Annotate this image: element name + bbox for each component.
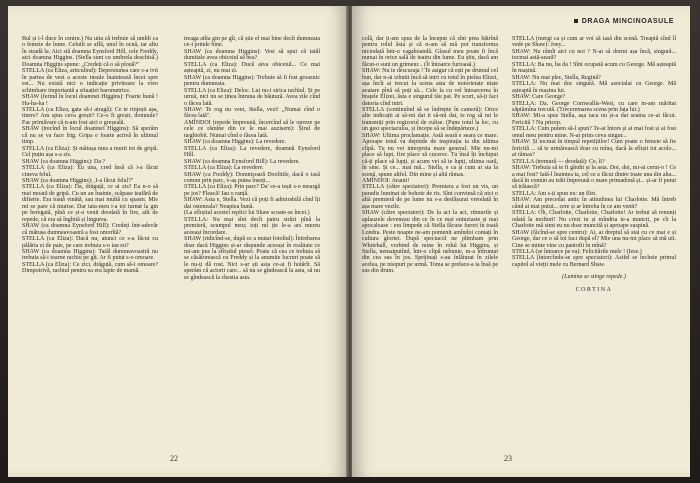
paragraph: STELLA (ca Eliza): Ce zici, drăguță, cum să-i omoare? Dimpotrivă, rachiul pentru ea era lapte de mamă.	[22, 261, 158, 275]
paragraph: SHAW (ca doamna Higgins): Da ?	[22, 158, 106, 165]
paragraph: SHAW (ca doamna Higgins): Vesi să spui că tatăl dumitale avea obiceiul să bea?	[184, 48, 320, 62]
curtain-label: CORTINA	[575, 286, 613, 293]
paragraph: SHAW: Mi-a spus Stella, așa iaca nu și-a dat seama ce-ai făcut. Fericită ? Nu pricep.	[512, 113, 676, 126]
paragraph: STELLA: Da. George Cornwallis-West, cu care m-am măritat săptămîna trecută. (Treceremarea scena prin fața lui.)	[512, 100, 676, 113]
paragraph: STELLA: Oh, Charlotte, Charlotte, Charlotte! Ar trebui să renunți odată la mofturi! Nu crezi tu și mîndria te-a muncit, pe cît la Charlotte mă simt eu nu doar muncită și aproape suspină.	[512, 210, 676, 230]
paragraph: Bul și i-l duce în centru.) Nu uita că trebuie să umbli ca o femeie de lume. Celuilt se află, unul în ocnă, iar altu în stradă la. Aici stă doamna Eynsford Hill, cele Freddy, aici doamna Higgins. (Stella sunt cu umbrela deschisă.) Doamna Higgins spune: „Credeți că o să plouă?"	[22, 36, 158, 68]
paragraph: SHAW (ca doamna Higgins): Tatăl dumneavoastră nu trebuia să-i toarne rachiu pe gît. Ar fi putut s-o omoare.	[22, 248, 158, 262]
paragraph: SHAW (ferind în locul doamnei Higgins): Foarte bună ! Ha-ha-ha !	[22, 94, 158, 107]
running-header	[574, 18, 674, 25]
paragraph: STELLA (întorcîndu-se spre spectatori): Astfel se încheie primul capitol al vieții mele cu Bernard Shaw.	[512, 255, 676, 268]
right-page-number: 23	[504, 454, 512, 463]
paragraph: STELLA (continuînd să se îndrepte în cameră): Orice alte indicații ai să-mi dai ti să-mi dai, te rog să mi le transmiți prin regizorul de culise. (Pune totul la loc, cu un gest spectaculos, și începe să se îndepărteze.)	[362, 106, 498, 133]
left-page	[8, 6, 348, 477]
paragraph: SHAW: Nu mai plec, Stella, Regină?	[512, 74, 601, 81]
paragraph: STELLA (ca Eliza): Ducă aiva obiceiul... Ce mai așteaptă, zi, nu mai zi.	[184, 61, 320, 75]
paragraph: treaga atîta gin pe gît, că știe el mai bine decît dumneata ce-i prinde bine.	[184, 36, 320, 49]
paragraph: STELLA: Nu mai doc singură. Mă asocialat cu George. Mă așteaptă în mașina lui.	[512, 81, 676, 94]
paragraph: SHAW (făcînd-se spre centru): Ai, ai dreptul să stai cu ce mai e și George, dar ce o să tot faci după el? Mie una nu-mi place să mă uit. Cine se minte vine cu pantofii în mînă?	[512, 229, 676, 249]
paragraph: SHAW: Ultima proclamație. Astă seară e seara ce mare. Aproape totul va depinde de inspirația ta din ultima clipă. Tu nu vei interpreta mare general. Mie nu-mi place să lupt, fire place să cucerec. Tu însă îți închipui că-ți place să lupți, și acum vei să te lupți, ultima oară, în sine. Și ce... mai mă... Stella, e ca și cum ai sta la scenă, spune altfel. Din mine și altă rămas.	[362, 132, 498, 178]
paragraph: SHAW (ca doamna Higgins): Trebuie să fi fost groaznic pentru dumneata.	[184, 74, 320, 88]
paragraph: STELLA (ca Eliza): Și mătușa mea a murit tot de gripă. Cel puțin așa s-a zis.	[22, 145, 158, 159]
paragraph: SHAW (ca doamna Higgins): ,I-a făcut felul?"	[22, 177, 134, 184]
column-3	[362, 36, 498, 275]
paragraph: SHAW: Te rog nu veni, Stella, vezi! „Numai cînd o făcea lată".	[184, 106, 320, 120]
running-title: DRAGA MINCINOASULE	[581, 18, 674, 25]
paragraph: STELLA (ca Eliza): Da, drăguță, ce ai zis? Ea n-o să mai moară de gripă. Cu un an înainte, scăpase teafără de difterie. Era toată vinătă, sau mai multă cu spasm. Mie mi se pare că murise. Dar tata-meu i-a tot turnat la gin pe beregată, pînă ce și-a venit deodată în fire, atît de repede, că era să înghită și lingurea.	[22, 184, 158, 223]
bullet-icon	[574, 19, 578, 23]
paragraph: SHAW: Care George?	[512, 94, 566, 101]
paragraph: STELLA (ca Eliza): Deloc. Lui nu-i strica rachiul. Și pe urmă, nici nu se ținea întruna de băutură. Avea zile cînd o făcea lată.	[184, 87, 320, 107]
paragraph: SHAW: Nu te descuraja ! Te asigur că ești pe drumul cel bun, dar n-ai izbutit încă să intri cu totul în pielea Elizei, așa încît ai trecut la scena asta de notorietate niște avatare pînă să poți să... Cele la cu vel întoarcerea în brațele Elizei, ăsta e singurul tău pat. Pe scurt, să-ți faci datoria cînd intri.	[362, 68, 498, 107]
paragraph: STELLA (către spectatori): Premiera a fost un vis, un paradis luminat de bohote de ris. Sînt convinsă că nici o altă premieră de pe lume nu s-a desfășurat vreodată în așa mare vezile.	[362, 184, 498, 210]
paragraph: STELLA (ca Eliza, gata să-i atragă): Ce te rinjești așa, tinere? Am spus ceva greșit? Ce-o fi greșit, domnule? Fac primăvare că n-am fost aici o greșeală.	[22, 106, 158, 126]
paragraph: SHAW: Trebuia să te fi gîndit și la asta. Doi, doi, mi-ai cerut-o ! Ce a mai fost? Iată-l înaintea ta, cel ce a făcut dintre toate una din alta... dacă în comun au trăit împreună o mare primadonă și... și-ar fi putut să trăiască?	[512, 165, 676, 191]
stage-direction: (Lumina se stinge repede.)	[562, 274, 626, 281]
paragraph: colă, dar ți-am spus de la început că sînt prea bătrînă pentru rolul ăsta și că n-am să mă pot transforma niciodată într-o vagaboandă. Glasul meu poate fi încă numai în orice sală de teatru din lume. Eu știu, dacă am făcut-o sunt un grimeur... (Îi întoarce furioasă.)	[362, 36, 498, 68]
paragraph: STELLA (tremură — deodată): Ce, îi?	[512, 158, 605, 165]
column-4	[512, 36, 676, 293]
column-1	[22, 36, 158, 275]
paragraph: SHAW (ca doamna Higgins): La revedere.	[184, 139, 287, 146]
paragraph: SHAW (trecînd în locul doamnei Higgins): Să sperăm că nu se va face frig. Gripa e foarte activă în ultimul timp.	[22, 126, 158, 146]
paragraph: STELLA: Am s-ți spun eu: un flirt.	[512, 190, 597, 197]
paragraph: SHAW: Și tocmai în timpul repetițiilor! Cum poate o femeie să fie fericită ... să te urmărească doar cu mîna, dacă la sfîrșit tot acolo... ai rămas?	[512, 139, 676, 159]
paragraph: STELLA (ca Eliza): Dacă nu, atunci ce s-a făcut cu pălăria ei de paie, pe care trebuia s-o iau eu?	[22, 236, 158, 249]
paragraph: STELLA: Nu mai sînt decît patru străzi pînă la premieră, scumpul meu; toți mi ție le-a ars mereu aceeași încordare.	[184, 216, 320, 236]
paragraph: STELLA: Ba nu, ba da ! Sînt ocupată acum cu George. Mă așteaptă în mașină.	[512, 61, 676, 75]
column-2	[184, 36, 320, 281]
paragraph: SHAW: Asta e, Stella. Vezi că poți fi admirabilă cînd îți dai osteneala? Noaptea bună.	[184, 197, 320, 210]
paragraph: STELLA (ca Eliza): La revedere.	[184, 165, 264, 172]
paragraph: AMÎNDOI: Avanti!	[362, 177, 410, 184]
paragraph: SHAW (ca doamna Eynsford Hill): Credeți într-adevăr că mătușa dumneavoastră a fost omorîtă?	[22, 223, 158, 236]
paragraph: SHAW (ca Freddy): Domnișoară Doolittle, dacă o iasă comun prin parc, v-aș putea însoți...	[184, 171, 320, 184]
paragraph: SHAW (ridicînd-se, după ce a mutat fotoliul): Întrebarea doar dacă Higgins și-ar răspunde aceeași în realitate ce mi-am pus la sfîrșitul piesei. Poate că cea ce trebuia să se căsătorească cu Freddy și la anumite lucruri poate să le nu-ți dă rost. Nici s-ar ști asta ce-ai fi hotărît. Să sperăm că actorii care... să nu se gîndească la asta, să nu se gîndească la chestia asta.	[184, 236, 320, 281]
paragraph: STELLA (ca Eliza): La revedere, doamnă Eynsford Hill.	[184, 145, 320, 159]
paragraph: STELLA (ca Eliza, articulind): Depresiunea care s-a ivit în partea de vest a aceste insule înaintează încet spre est... Nu există nici o indicație privitoare la vreo schimbare importantă a situației barometrice.	[22, 68, 158, 94]
paragraph: STELLA (ca Eliza): Prin parc? Da' ce-a ieșit s-o meargă pe jos? Fleacă! Iau o ranță.	[184, 184, 320, 197]
paragraph: AMÎNDOI (repede împreună, încercînd să le opreze pe cele ce rămîne din ce le mai auzisem): Șirul de neghiobii. Numai cînd o făcea lată.	[184, 119, 320, 139]
paragraph: STELLA: Cum putem să-l spun? Te-ai întors și ai mai fost și ai fost omul meu pentru mine. N-ai prins ceva singur...	[512, 126, 676, 139]
paragraph: SHAW (către spectatori): De la act la act, ritmurile și aplauzele deveneau din ce în ce mai entuziaste și mai apocaloase : era limpede că Stella făcuse furori în toată Londra. Peste noapte ne-am pomenit amîndoi contați în cultura gloriei. După spectacol ne plimbam prin Whitehall, vorbind de mine în rolul lui Higgins, și Stella, nemaiputînd, într-o clipă nebunie, m-a înfruntat din cea sus în jos. Sprijinați s-au înlăturat în zilele acelea, pe nisipuri pe urmă. Toma se preface-a ia însă pe sus din drum.	[362, 210, 498, 275]
paragraph: SHAW: Nu rămîi aici cu noi ? N-ai să dormi așa încă, singură... tocmai astă-seară?	[512, 48, 676, 62]
paragraph: SHAW (ca doamna Eynsford Hill): La revedere.	[184, 158, 300, 165]
paragraph: STELLA (se întoarce pe ea): Felicitările mele ! (Iese.)	[512, 248, 642, 255]
right-page	[352, 6, 690, 477]
paragraph: STELLA (ca Eliza): Eu una, cred însă că i-a făcut cineva felul.	[22, 165, 158, 178]
paragraph: SHAW: Am precedat antic în atitudinea lui Charlotte. Mă întreb când ai mai putut... cere și ar întreba în ce am venit?	[512, 197, 676, 210]
left-page-number: 22	[170, 454, 178, 463]
paragraph: (La sfîrșitul acestei replici lui Shaw scoate-se încet.)	[184, 210, 310, 217]
paragraph: STELLA (mergi ca și cum ar voi să iasă din scenă. Treaptă cînd îl vede pe Shaw): Joey...	[512, 36, 676, 49]
